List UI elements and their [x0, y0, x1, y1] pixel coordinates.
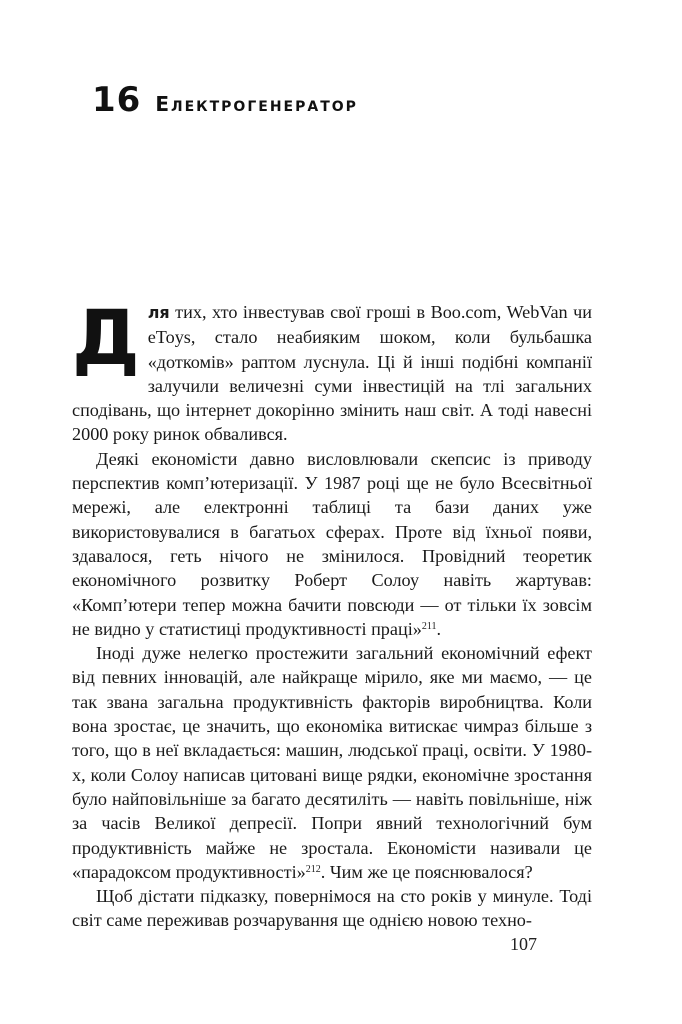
chapter-heading [92, 80, 358, 120]
footnote-ref-211[interactable]: 211 [421, 620, 437, 632]
page-number: 107 [510, 934, 537, 954]
paragraph-2-text: Деякі економісти давно висловлювали скепсис із приводу перспектив комп’ютеризації. У 1987 році ще не було Всесвітньої мережі, але електронні таблиці та бази даних уже використовувалися в багатьох сферах. Проте від їхньої появи, здавалося, геть нічого не змінилося. Провідний теоретик економічного розвитку Роберт Солоу навіть жартував: «Комп’ютери тепер можна бачити повсюди — от тільки їх зовсім не видно у статистиці продуктивності праці» [72, 448, 592, 639]
paragraph-1 [72, 293, 592, 447]
body-text [72, 293, 592, 933]
drop-cap: Д [72, 293, 140, 382]
paragraph-3 [72, 641, 592, 884]
chapter-number: 16 [92, 80, 142, 120]
paragraph-1-text: тих, хто інвестував свої гроші в Boo.com, WebVan чи eToys, стало неабияким шоком, коли бульбашка «доткомів» раптом луснула. Ці й інші подібні компанії залучили величезні суми інвестицій на тлі загальних сподівань, що інтернет докорінно змінить наш світ. А тоді навесні 2000 року ринок обвалився. [72, 302, 592, 445]
lead-in: ля [147, 303, 170, 322]
paragraph-4-text: Щоб дістати підказку, повернімося на сто років у минуле. Тоді світ саме переживав розчарування ще однією новою техно- [72, 886, 592, 931]
paragraph-3-text: Іноді дуже нелегко простежити загальний економічний ефект від певних інновацій, але найкраще мірило, яке ми маємо, — це так звана загальна продуктивність факторів виробництва. Коли вона зростає, це значить, що економіка витискає чимраз більше з того, що в неї вкладається: машин, людської праці, освіти. У 1980-х, коли Солоу написав цитовані вище рядки, економічне зростання було найповільніше за багато десятиліть — навіть повільніше, ніж за часів Великої депресії. Попри явний технологічний бум продуктивність майже не зростала. Економісти називали це «парадоксом продуктивності» [72, 643, 592, 882]
paragraph-2 [72, 447, 592, 641]
paragraph-4 [72, 884, 592, 933]
paragraph-3-tail: . Чим же це пояснювалося? [320, 861, 533, 882]
paragraph-2-tail: . [436, 618, 442, 639]
chapter-title: Електрогенератор [155, 92, 358, 116]
footnote-ref-212[interactable]: 212 [305, 863, 321, 875]
